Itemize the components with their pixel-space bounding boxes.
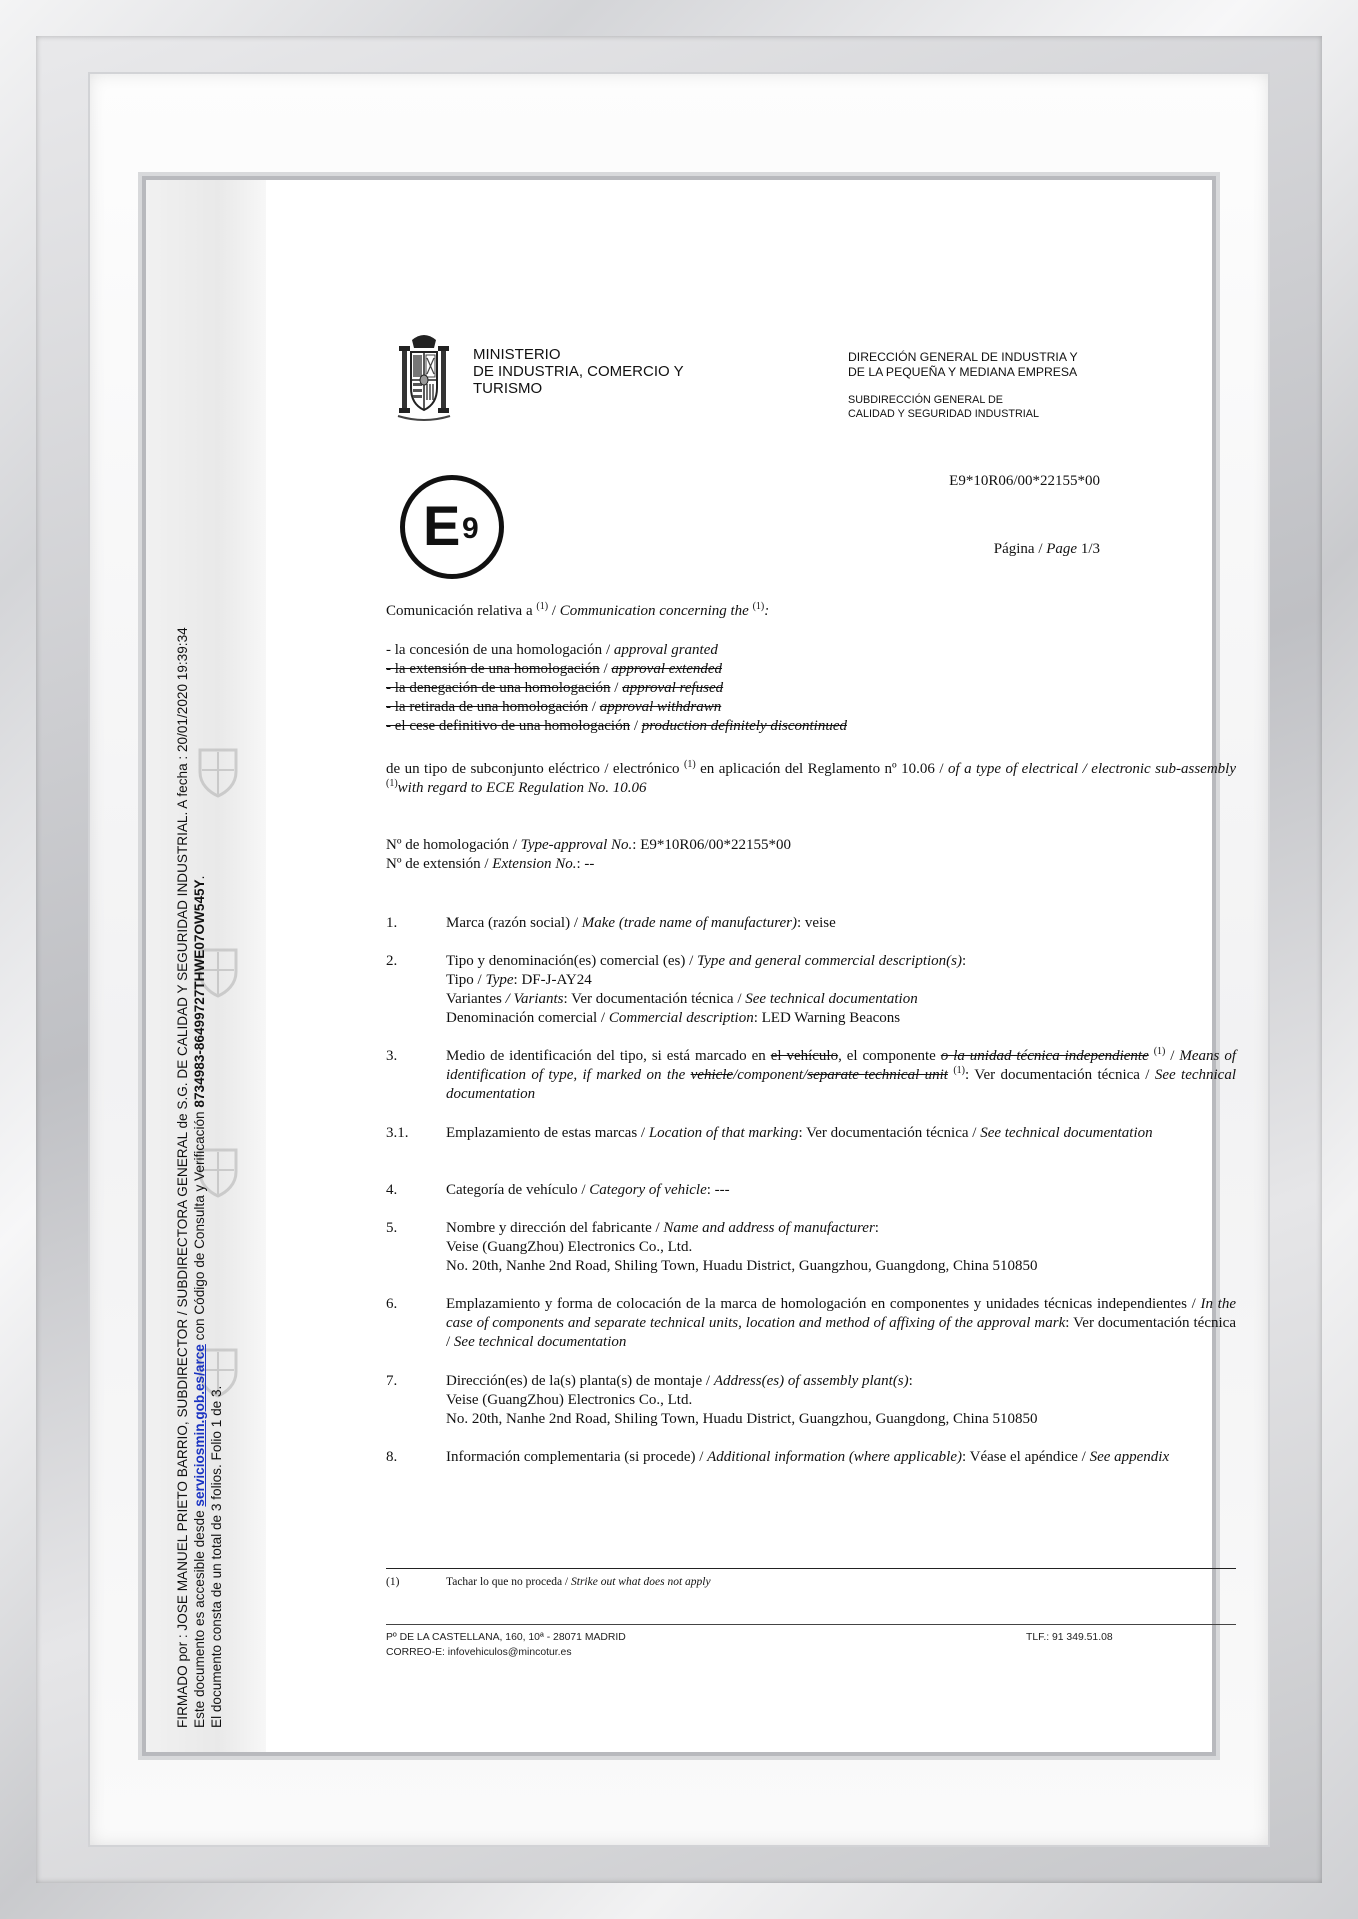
item-vehicle-category: Categoría de vehículo / Category of vehicle: ---	[446, 1182, 730, 1198]
option-approval-granted: - la concesión de una homologación / approval granted	[386, 642, 718, 658]
item-number: 3.1.	[386, 1125, 409, 1141]
footer-divider	[386, 1624, 1236, 1625]
certificate-document	[146, 180, 1237, 1752]
e-mark-letter: E	[423, 494, 461, 557]
item-type-description: Tipo y denominación(es) comercial (es) / Type and general commercial description(s): Tipo / Type: DF-J-AY24 Variantes / Variants: Ver documentación técnica / See technical documentation Denominación comercial / Commercial description: LED Warning Beacons	[446, 953, 967, 1026]
item-number: 3.	[386, 1048, 398, 1064]
option-approval-refused: - la denegación de una homologación / approval refused	[386, 680, 724, 696]
directorate-name: DIRECCIÓN GENERAL DE INDUSTRIA Y DE LA PEQUEÑA Y MEDIANA EMPRESA	[848, 350, 1078, 379]
reference-number: E9*10R06/00*22155*00	[949, 473, 1100, 489]
footnote-number: (1)	[386, 1576, 400, 1588]
item-make: Marca (razón social) / Make (trade name of manufacturer): veise	[446, 915, 836, 931]
type-approval-number: Nº de homologación / Type-approval No.: E9*10R06/00*22155*00	[386, 837, 792, 853]
firmado-watermark	[246, 0, 332, 210]
item-number: 1.	[386, 915, 398, 931]
verification-code: 8734983-86499727THWE07OW545Y	[192, 879, 207, 1108]
option-approval-withdrawn: - la retirada de una homologación / approval withdrawn	[386, 699, 722, 715]
footer-phone: TLF.: 91 349.51.08	[1026, 1632, 1113, 1643]
option-approval-extended: - la extensión de una homologación / approval extended	[386, 661, 723, 677]
item-number: 4.	[386, 1182, 398, 1198]
subassembly-statement: de un tipo de subconjunto eléctrico / electrónico $^{(1)}$ en aplicación del Reglamento nº 10.06 / of a type of electrical / electronic sub-assembly $^{(1)}$with regard to ECE Regulation No. 10.06	[386, 759, 1236, 796]
footer-address: Pº DE LA CASTELLANA, 160, 10ª - 28071 MADRID CORREO-E: infovehiculos@mincotur.es	[386, 1632, 626, 1658]
item-marking-location: Emplazamiento de estas marcas / Location of that marking: Ver documentación técnica / See technical documentation	[446, 1125, 1153, 1141]
coat-of-arms-watermark-icon	[194, 740, 242, 798]
item-manufacturer: Nombre y dirección del fabricante / Name and address of manufacturer: Veise (GuangZhou) Electronics Co., Ltd. No. 20th, Nanhe 2nd Road, Shiling Town, Huadu District, Guangzhou, Guangdong, China 510850	[446, 1220, 1038, 1274]
verification-link[interactable]: serviciosmin.gob.es/arce	[192, 1344, 207, 1507]
option-production-discontinued: - el cese definitivo de una homologación / production definitely discontinued	[386, 718, 848, 734]
option-list	[386, 641, 847, 736]
item-number: 2.	[386, 953, 398, 969]
item-assembly-plant: Dirección(es) de la(s) planta(s) de montaje / Address(es) of assembly plant(s): Veise (GuangZhou) Electronics Co., Ltd. No. 20th, Nanhe 2nd Road, Shiling Town, Huadu District, Guangzhou, Guangdong, China 510850	[446, 1373, 1038, 1427]
item-number: 5.	[386, 1220, 398, 1236]
footnote-divider	[386, 1568, 1236, 1569]
footer-email: CORREO-E: infovehiculos@mincotur.es	[386, 1647, 572, 1658]
item-approval-mark-location: Emplazamiento y forma de colocación de la marca de homologación en componentes y unidades técnicas independientes / In the case of components and separate technical units, location and method of affixing of the approval mark: Ver documentación técnica / See technical documentation	[446, 1296, 1236, 1350]
subdirectorate-name: SUBDIRECCIÓN GENERAL DE CALIDAD Y SEGURIDAD INDUSTRIAL	[848, 394, 1039, 420]
item-number: 7.	[386, 1373, 398, 1389]
communication-heading: Comunicación relativa a $^{(1)}$ / Communication concerning the $^{(1)}$:	[386, 601, 770, 619]
e-mark-number: 9	[462, 512, 479, 545]
extension-number: Nº de extensión / Extension No.: --	[386, 856, 595, 872]
signature-line-2: Este documento es accesible desde serviciosmin.gob.es/arce con Código de Consulta y Verificación 8734983-86499727THWE07OW545Y.	[192, 875, 207, 1728]
approval-numbers	[386, 836, 791, 874]
footnote-text: Tachar lo que no proceda / Strike out what does not apply	[446, 1576, 711, 1588]
page-indicator: Página / Page 1/3	[993, 541, 1100, 557]
ministry-name: MINISTERIO DE INDUSTRIA, COMERCIO Y TURISMO	[473, 346, 684, 397]
item-additional-info: Información complementaria (si procede) / Additional information (where applicable): Véase el apéndice / See appendix	[446, 1449, 1170, 1465]
item-identification-means: Medio de identificación del tipo, si está marcado en el vehículo, el componente o la unidad técnica independiente $^{(1)}$ / Means of identification of type, if marked on the vehicle/component/separate technical unit $^{(1)}$: Ver documentación técnica / See technical documentation	[446, 1046, 1237, 1102]
signature-line-1: FIRMADO por : JOSE MANUEL PRIETO BARRIO, SUBDIRECTOR / SUBDIRECTORA GENERAL de S.G. DE CALIDAD Y SEGURIDAD INDUSTRIAL. A fecha : 20/01/2020 19:39:34	[175, 627, 190, 1728]
signature-strip	[146, 180, 266, 1752]
item-number: 8.	[386, 1449, 398, 1465]
e9-approval-mark	[400, 475, 504, 579]
coat-of-arms-icon	[396, 332, 452, 424]
signature-line-3: El documento consta de un total de 3 folios. Folio 1 de 3.	[209, 1385, 224, 1728]
item-number: 6.	[386, 1296, 398, 1312]
